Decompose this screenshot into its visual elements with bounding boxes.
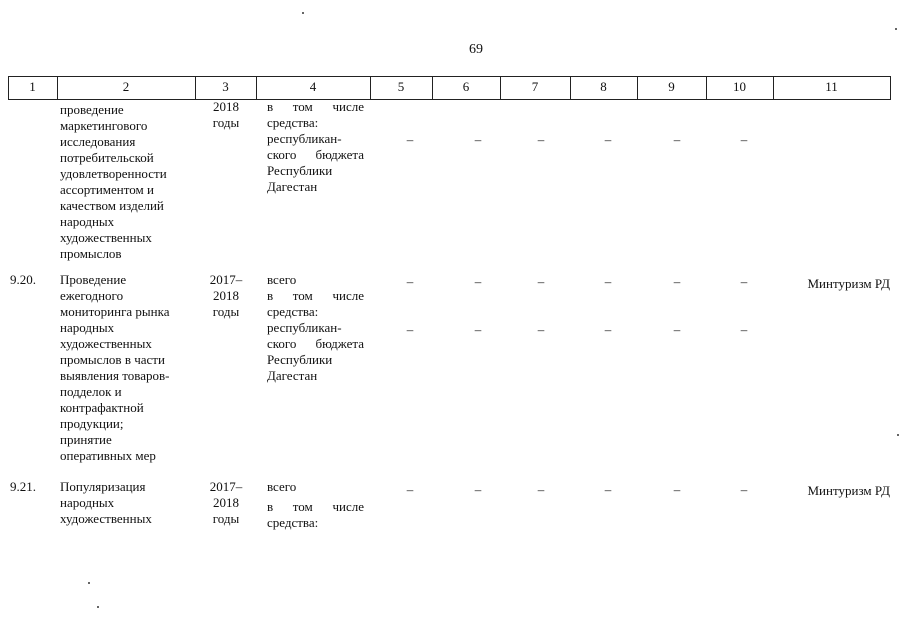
row-1-col-9-value: – xyxy=(673,132,681,147)
row-1-col-8-value: – xyxy=(604,132,612,147)
row-3-col-5-total: – xyxy=(406,482,414,497)
row-3-executor: Минтуризм РД xyxy=(807,483,890,498)
row-3-years: 2017– 2018 годы xyxy=(209,479,243,526)
row-3-col-7-total: – xyxy=(537,482,545,497)
row-2-col-10-budget: – xyxy=(740,322,748,337)
scan-speck xyxy=(895,28,897,30)
header-col-7: 7 xyxy=(531,79,539,94)
scan-speck xyxy=(97,606,99,608)
scan-speck xyxy=(302,12,304,14)
row-1-col-6-value: – xyxy=(474,132,482,147)
row-2-col-10-total: – xyxy=(740,274,748,289)
row-2-col-6-total: – xyxy=(474,274,482,289)
row-2-col-8-budget: – xyxy=(604,322,612,337)
header-col-5: 5 xyxy=(397,79,405,94)
header-col-1: 1 xyxy=(29,79,36,94)
row-1-name: проведение маркетингового исследования потребительской удовлетворенности ассортиментом и качеством изделий народных художественных промыслов xyxy=(60,102,167,261)
page-number: 69 xyxy=(469,42,483,57)
row-3-col-8-total: – xyxy=(604,482,612,497)
row-2-col-9-total: – xyxy=(673,274,681,289)
row-2-number: 9.20. xyxy=(10,272,36,287)
row-3-col-10-total: – xyxy=(740,482,748,497)
row-1-col-5-value: – xyxy=(406,132,414,147)
row-2-name: Проведение ежегодного мониторинга рынка народных художественных промыслов в части выявления товаров- подделок и контрафактной продукции; принятие оперативных мер xyxy=(60,272,170,463)
row-2-col-6-budget: – xyxy=(474,322,482,337)
scan-speck xyxy=(897,434,899,436)
header-col-8: 8 xyxy=(600,79,607,94)
row-2-col-7-budget: – xyxy=(537,322,545,337)
row-1-years: 2018 годы xyxy=(212,99,240,130)
row-1-source: в том числе средства: республикан- ского бюджета Республики Дагестан xyxy=(267,99,364,194)
row-2-col-7-total: – xyxy=(537,274,545,289)
scan-speck xyxy=(88,582,90,584)
row-2-col-5-budget: – xyxy=(406,322,414,337)
header-col-3: 3 xyxy=(222,79,229,94)
row-1-col-7-value: – xyxy=(537,132,545,147)
row-2-col-8-total: – xyxy=(604,274,612,289)
row-1-col-10-value: – xyxy=(740,132,748,147)
row-2-source: всего в том числе средства: республикан- ского бюджета Республики Дагестан xyxy=(267,272,364,383)
row-3-name: Популяризация народных художественных xyxy=(60,479,152,526)
header-col-10: 10 xyxy=(733,79,746,94)
table-header-bottom-border xyxy=(8,99,891,100)
row-3-source: всего в том числе средства: xyxy=(267,479,364,530)
row-2-col-5-total: – xyxy=(406,274,414,289)
header-col-6: 6 xyxy=(462,79,470,94)
row-3-col-6-total: – xyxy=(474,482,482,497)
header-col-9: 9 xyxy=(668,79,675,94)
row-2-col-9-budget: – xyxy=(673,322,681,337)
row-3-number: 9.21. xyxy=(10,479,36,494)
header-col-11: 11 xyxy=(825,79,838,94)
row-2-executor: Минтуризм РД xyxy=(807,276,890,291)
header-col-2: 2 xyxy=(122,79,130,94)
table-header-top-border xyxy=(8,76,891,77)
row-2-years: 2017– 2018 годы xyxy=(209,272,243,319)
header-divider xyxy=(890,76,891,99)
header-col-4: 4 xyxy=(309,79,317,94)
row-3-col-9-total: – xyxy=(673,482,681,497)
